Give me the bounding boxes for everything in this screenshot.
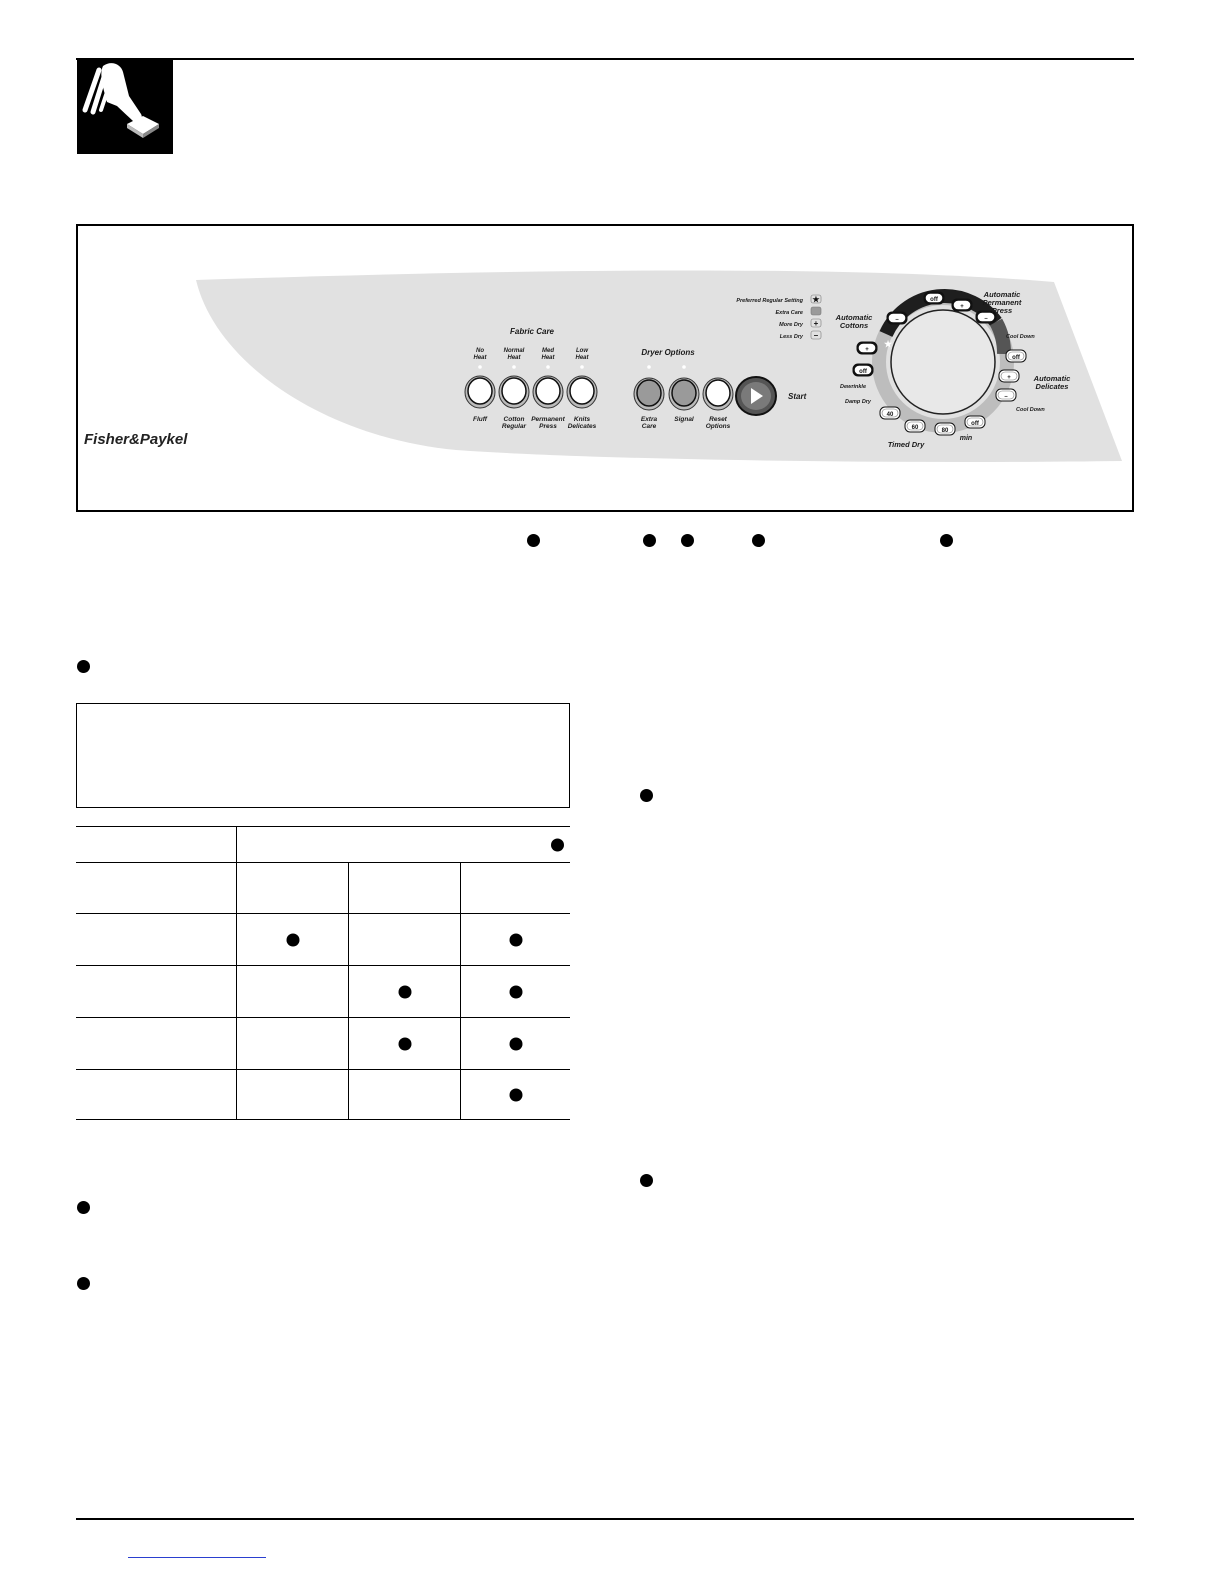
damp-dry-label: Damp Dry [845, 399, 871, 405]
fabric-care-button[interactable] [499, 376, 529, 408]
star-icon: ★ [883, 339, 893, 349]
table-dot [286, 933, 299, 946]
dryer-option-button-label: Reset Options [705, 416, 731, 430]
callout-dot [527, 534, 540, 547]
callout-dot [940, 534, 953, 547]
fabric-care-button-label: Cotton Regular [501, 416, 527, 430]
svg-text:off: off [859, 369, 867, 375]
options-table [76, 826, 570, 1120]
table-cell [76, 1070, 237, 1120]
footer-rule [76, 1518, 1134, 1520]
indicator-light [647, 365, 651, 369]
table-cell [237, 966, 349, 1018]
bullet-dot [77, 1277, 90, 1290]
callout-dot [681, 534, 694, 547]
dryer-option-button-label: Signal [674, 416, 694, 423]
dewrinkle-label: Dewrinkle [840, 384, 866, 390]
table-cell [349, 863, 461, 914]
dial-plus-marker[interactable] [952, 299, 972, 311]
table-dot [551, 838, 564, 851]
indicator-light [478, 365, 482, 369]
legend-label: Preferred Regular Setting [736, 298, 803, 304]
automatic-permanent-press-label: Automatic Permanent Press [982, 290, 1022, 315]
table-cell [237, 1018, 349, 1070]
table-cell [76, 966, 237, 1018]
table-dot [398, 985, 411, 998]
fabric-care-button[interactable] [533, 376, 563, 408]
table-cell [461, 966, 571, 1018]
start-label: Start [788, 392, 807, 401]
dryer-option-button[interactable] [634, 378, 664, 410]
table-dot [509, 1088, 522, 1101]
table-cell [349, 1018, 461, 1070]
svg-text:+: + [1007, 375, 1011, 381]
legend-symbol: ★ [812, 295, 820, 304]
table-dot [509, 1037, 522, 1050]
table-cell [76, 914, 237, 966]
heat-label: Med Heat [541, 348, 555, 361]
svg-text:–: – [984, 316, 988, 322]
svg-text:60: 60 [911, 425, 919, 431]
fabric-care-button[interactable] [465, 376, 495, 408]
footer-link-underline[interactable] [128, 1557, 266, 1558]
table-cell [461, 914, 571, 966]
dryer-options-title: Dryer Options [641, 348, 695, 357]
svg-text:40: 40 [886, 412, 894, 418]
control-panel-drawing [76, 224, 1134, 512]
legend-symbol: – [813, 331, 819, 340]
bullet-dot [640, 1174, 653, 1187]
table-cell [461, 863, 571, 914]
header-rule [76, 58, 1134, 60]
table-dot [398, 1037, 411, 1050]
svg-text:off: off [971, 421, 979, 427]
indicator-light [512, 365, 516, 369]
callout-dot [643, 534, 656, 547]
fabric-care-button-label: Permanent Press [531, 416, 565, 430]
hand-press-icon [77, 58, 173, 154]
dryer-option-button[interactable] [669, 378, 699, 410]
brand-logo: Fisher&Paykel [84, 431, 188, 448]
table-header-cell [237, 827, 571, 863]
automatic-cottons-label: Automatic Cottons [835, 313, 873, 330]
min-label: min [959, 435, 973, 442]
svg-text:+: + [865, 347, 869, 353]
svg-text:off: off [1012, 355, 1020, 361]
bullet-dot [77, 660, 90, 673]
table-cell [76, 1018, 237, 1070]
legend-label: More Dry [779, 322, 803, 328]
table-cell [349, 914, 461, 966]
dial-plus-marker[interactable] [857, 342, 877, 354]
indicator-light [580, 365, 584, 369]
fabric-care-button[interactable] [567, 376, 597, 408]
table-cell [461, 1070, 571, 1120]
table-cell [76, 863, 237, 914]
dial-off-marker[interactable] [853, 364, 873, 376]
svg-text:80: 80 [941, 428, 949, 434]
table-dot [509, 985, 522, 998]
callout-dot [752, 534, 765, 547]
dryer-option-button-label: Extra Care [640, 416, 658, 430]
table-cell [349, 1070, 461, 1120]
table-cell [237, 914, 349, 966]
table-dot [509, 933, 522, 946]
svg-text:–: – [895, 317, 899, 323]
heat-label: No Heat [473, 348, 487, 361]
svg-text:+: + [960, 304, 964, 310]
dial-time-marker[interactable] [905, 420, 925, 432]
dial-off-marker[interactable] [924, 292, 944, 304]
dial-time-marker[interactable] [935, 423, 955, 435]
indicator-light [546, 365, 550, 369]
start-button[interactable] [736, 377, 776, 415]
svg-text:off: off [930, 297, 938, 303]
table-cell [76, 827, 237, 863]
table-cell [237, 863, 349, 914]
heat-label: Normal Heat [503, 348, 525, 361]
bullet-dot [640, 789, 653, 802]
indicator-light [682, 365, 686, 369]
bullet-dot [77, 1201, 90, 1214]
heat-label: Low Heat [575, 348, 589, 361]
dial-off-marker[interactable] [1006, 350, 1026, 362]
dial-minus-marker[interactable] [887, 312, 907, 324]
table-cell [237, 1070, 349, 1120]
svg-text:–: – [1004, 394, 1008, 400]
table-cell [461, 1018, 571, 1070]
note-box [76, 703, 570, 808]
table-cell [349, 966, 461, 1018]
legend-label: Extra Care [775, 310, 803, 316]
dial-off-marker[interactable] [965, 416, 985, 428]
dial-minus-marker[interactable] [996, 389, 1016, 401]
fabric-care-button-label: Fluff [473, 416, 487, 423]
fabric-care-title: Fabric Care [509, 327, 555, 336]
legend-symbol: + [813, 319, 819, 328]
dial-time-marker[interactable] [880, 407, 900, 419]
cool-down-label: Cool Down [1006, 334, 1035, 340]
fabric-care-button-label: Knits Delicates [567, 416, 597, 430]
cool-down-label: Cool Down [1016, 407, 1045, 413]
dial-plus-marker[interactable] [999, 370, 1019, 382]
legend-swatch [811, 307, 821, 315]
dryer-option-button[interactable] [703, 378, 733, 410]
automatic-delicates-label: Automatic Delicates [1033, 374, 1071, 391]
timed-dry-label: Timed Dry [887, 440, 925, 449]
legend-label: Less Dry [779, 334, 803, 340]
